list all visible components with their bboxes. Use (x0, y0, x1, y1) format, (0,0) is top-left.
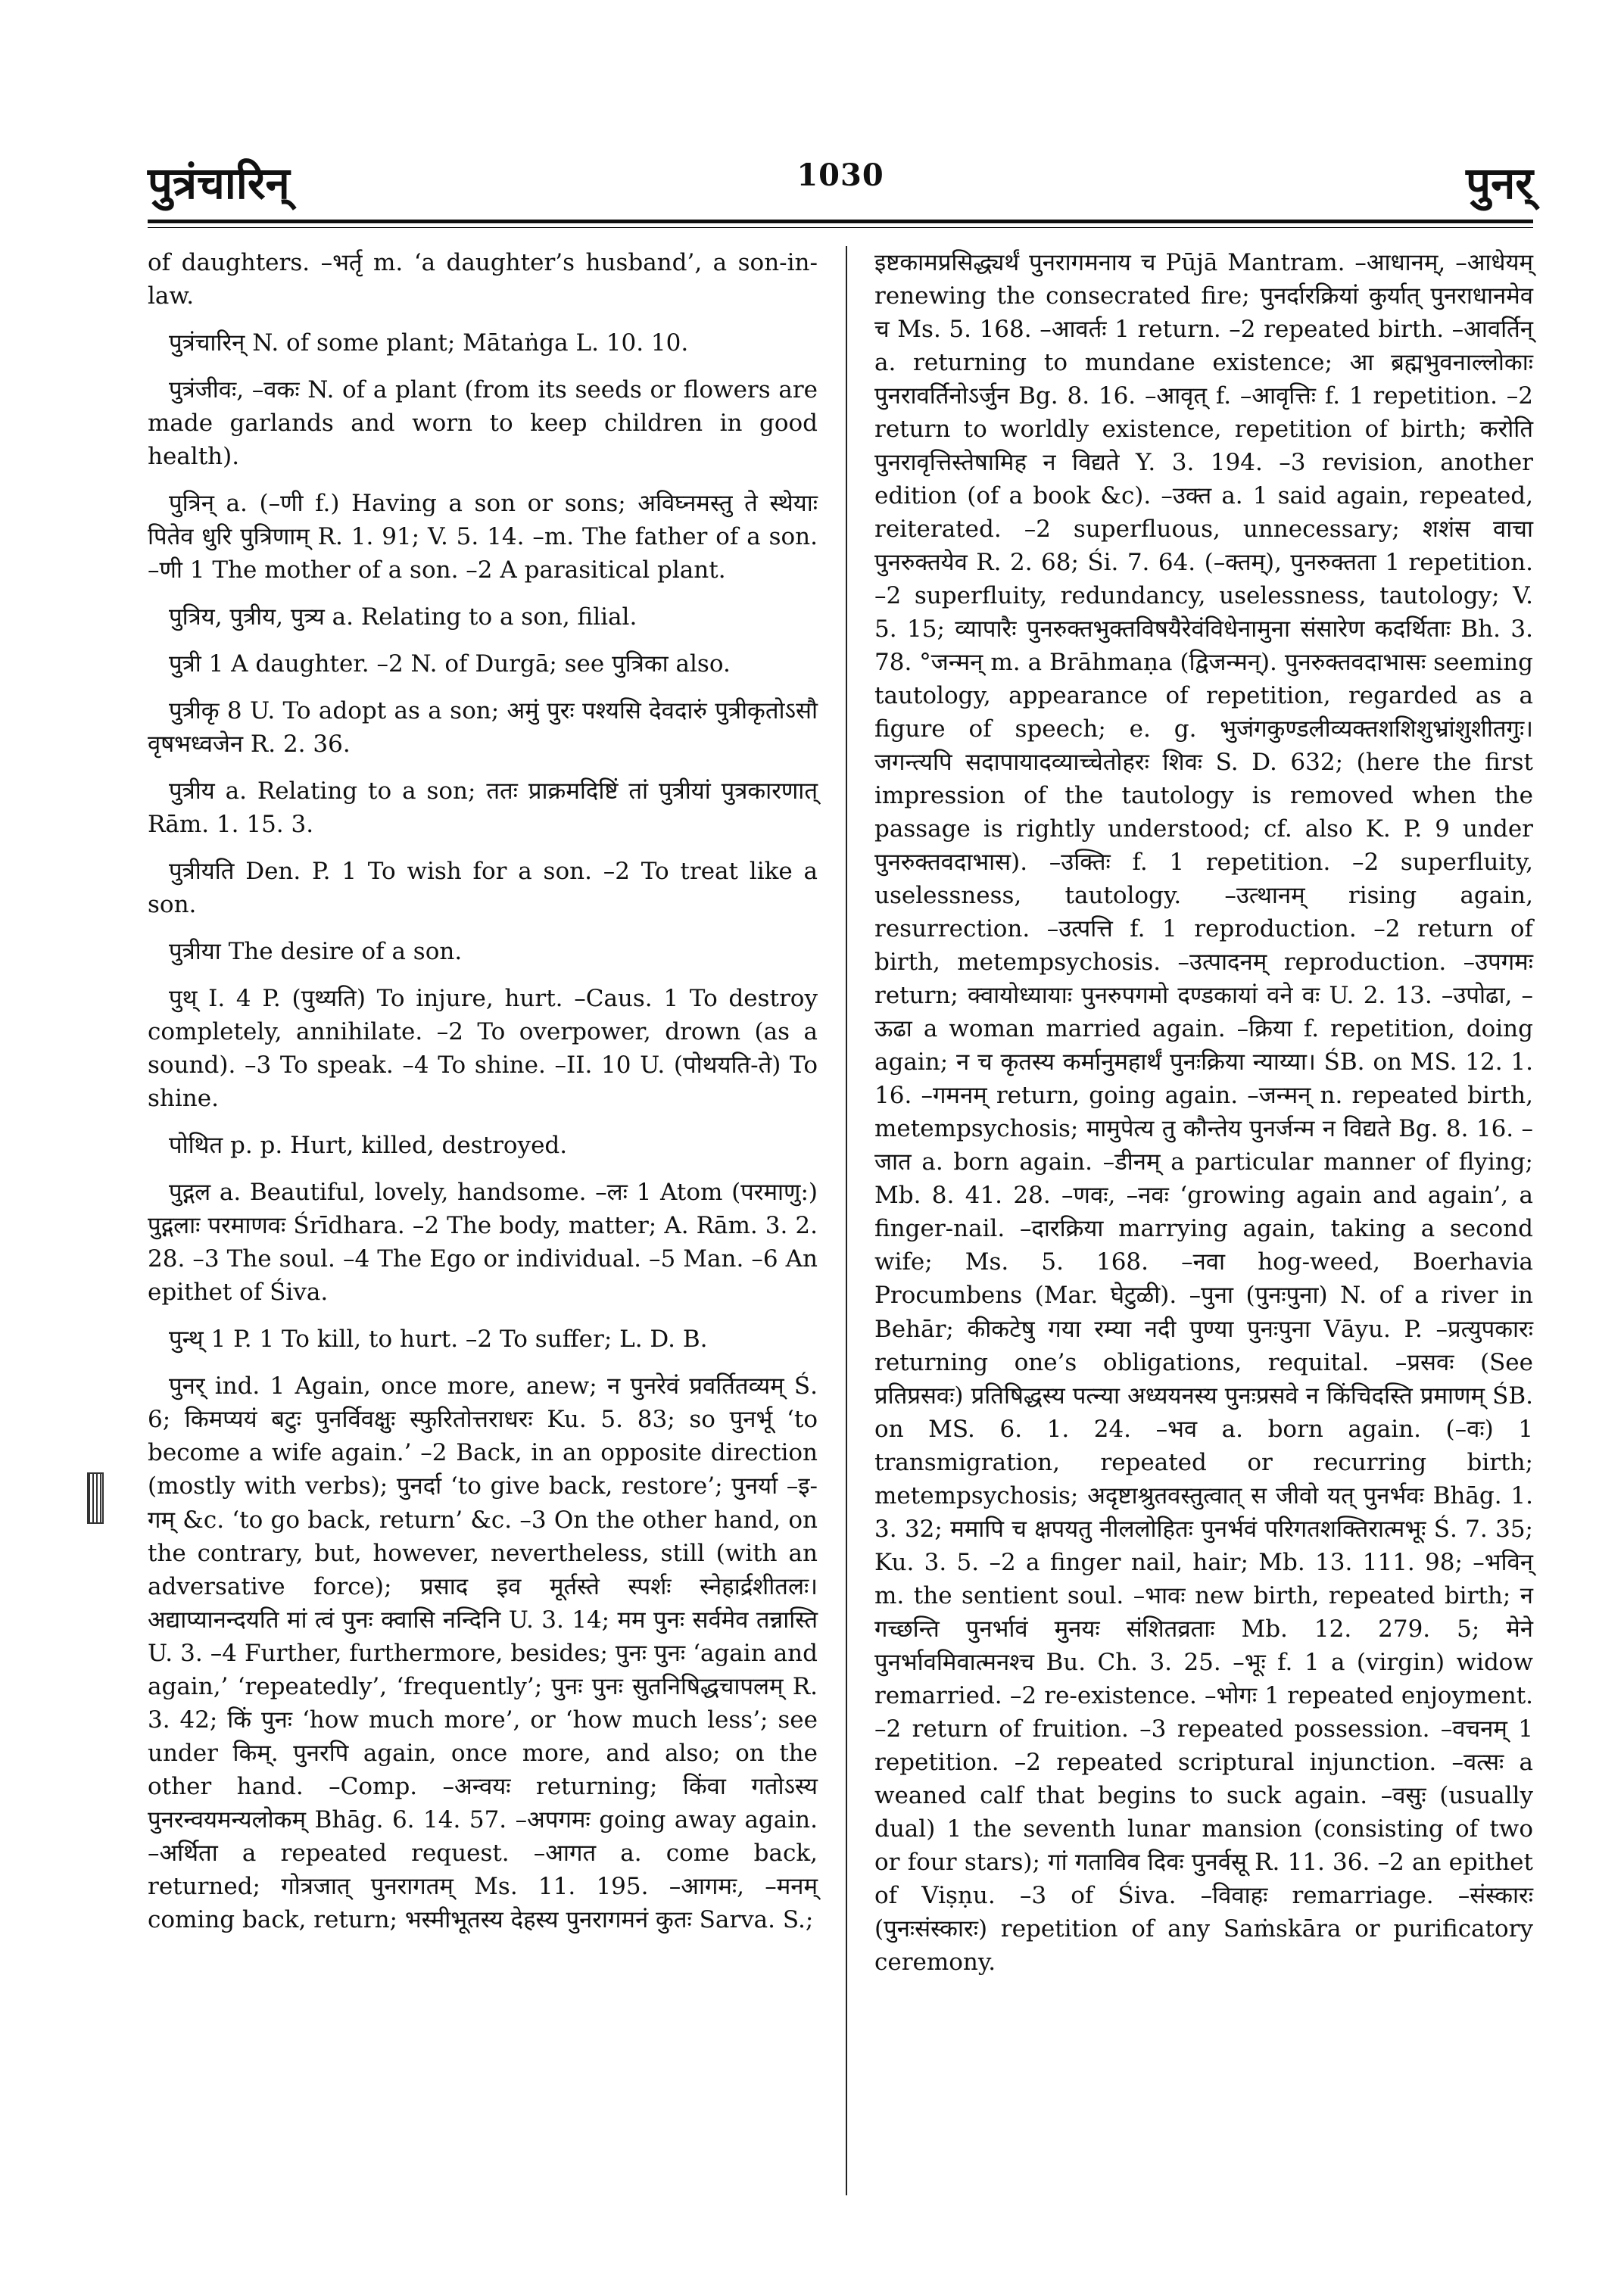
page-number: 1030 (796, 157, 884, 193)
dictionary-entry: पुत्रिय, पुत्रीय, पुत्र्य a. Relating to a son, filial. (169, 603, 637, 631)
running-header (148, 151, 1533, 220)
dictionary-entry: पुत्रीयति Den. P. 1 To wish for a son. –2 To treat like a son. (148, 858, 818, 919)
dictionary-entry: पुद्गल a. Beautiful, lovely, handsome. –लः 1 Atom (परमाणु:) पुद्गलाः परमाणवः Śrīdhara. –2 The body, matter; A. Rām. 3. 2. 28. –3 The soul. –4 The Ego or individual. –5 Man. –6 An epithet of Śiva. (148, 1179, 818, 1307)
dictionary-entry: पुत्रिन् a. (–णी f.) Having a son or sons; अविघ्नमस्तु ते स्थेयाः पितेव धुरि पुत्रिणाम् R. 1. 91; V. 5. 14. –m. The father of a son. –णी 1 The mother of a son. –2 A parasitical plant. (148, 490, 818, 584)
dictionary-entry: इष्टकामप्रसिद्ध्यर्थं पुनरागमनाय च Pūjā Mantram. –आधानम्, –आधेयम् renewing the consecrated fire; पुनर्दारक्रियां कुर्यात् पुनराधानमेव च Ms. 5. 168. –आवर्तः 1 return. –2 repeated birth. –आवर्तिन् a. returning to mundane existence; आ ब्रह्मभुवनाल्लोकाः पुनरावर्तिनोऽर्जुन Bg. 8. 16. –आवृत् f. –आवृत्तिः f. 1 repetition. –2 return to worldly existence, repetition of birth; करोति पुनरावृत्तिस्तेषामिह न विद्यते Y. 3. 194. –3 revision, another edition (of a book &c). –उक्त a. 1 said again, repeated, reiterated. –2 superfluous, unnecessary; शशंस वाचा पुनरुक्तयेव R. 2. 68; Śi. 7. 64. (–क्तम्), पुनरुक्तता 1 repetition. –2 superfluity, redundancy, uselessness, tautology; V. 5. 15; व्यापारैः पुनरुक्तभुक्तविषयैरेवंविधेनामुना संसारेण कदर्थिताः Bh. 3. 78. °जन्मन् m. a Brāhmaṇa (द्विजन्मन्). पुनरुक्तवदाभासः seeming tautology, appearance of repetition, regarded as a figure of speech; e. g. भुजंगकुण्डलीव्यक्तशशिशुभ्रांशुशीतगुः। जगन्त्यपि सदापायादव्याच्चेतोहरः शिवः S. D. 632; (here the first impression of the tautology is removed when the passage is rightly understood; cf. also K. P. 9 under पुनरुक्तवदाभास). –उक्तिः f. 1 repetition. –2 superfluity, uselessness, tautology. –उत्थानम् rising again, resurrection. –उत्पत्ति f. 1 reproduction. –2 return of birth, metempsychosis. –उत्पादनम् reproduction. –उपगमः return; क्वायोध्यायाः पुनरुपगमो दण्डकायां वने वः U. 2. 13. –उपोढा, –ऊढा a woman married again. –क्रिया f. repetition, doing again; न च कृतस्य कर्मानुमहार्थं पुनःक्रिया न्याय्या। ŚB. on MS. 12. 1. 16. –गमनम् return, going again. –जन्मन् n. repeated birth, metempsychosis; मामुपेत्य तु कौन्तेय पुनर्जन्म न विद्यते Bg. 8. 16. –जात a. born again. –डीनम् a particular manner of flying; Mb. 8. 41. 28. –णवः, –नवः ‘growing again and again’, a finger-nail. –दारक्रिया marrying again, taking a second wife; Ms. 5. 168. –नवा hog-weed, Boerhavia Procumbens (Mar. घेटुळी). –पुना (पुनःपुना) N. of a river in Behār; कीकटेषु गया रम्या नदी पुण्या पुनःपुना Vāyu. P. –प्रत्युपकारः returning one’s obligations, requital. –प्रसवः (See प्रतिप्रसवः) प्रतिषिद्धस्य पत्न्या अध्ययनस्य पुनःप्रसवे न किंचिदस्ति प्रमाणम् ŚB. on MS. 6. 1. 24. –भव a. born again. (–वः) 1 transmigration, repeated or recurring birth; metempsychosis; अदृष्टाश्रुतवस्तुत्वात् स जीवो यत् पुनर्भवः Bhāg. 1. 3. 32; ममापि च क्षपयतु नीललोहितः पुनर्भवं परिगतशक्तिरात्मभूः Ś. 7. 35; Ku. 3. 5. –2 a finger nail, hair; Mb. 13. 111. 98; –भविन् m. the sentient soul. –भावः new birth, repeated birth; न गच्छन्ति पुनर्भावं मुनयः संशितव्रताः Mb. 12. 279. 5; मेने पुनर्भावमिवात्मनश्च Bu. Ch. 3. 25. –भूः f. 1 a (virgin) widow remarried. –2 re-existence. –भोगः 1 repeated enjoyment. –2 return of fruition. –3 repeated possession. –वचनम् 1 repetition. –2 repeated scriptural injunction. –वत्सः a weaned calf that begins to suck again. –वसुः (usually dual) 1 the seventh lunar mansion (consisting of two or four stars); गां गताविव दिवः पुनर्वसू R. 11. 36. –2 an epithet of Viṣṇu. –3 of Śiva. –विवाहः remarriage. –संस्कारः (पुनःसंस्कारः) repetition of any Saṁskāra or purificatory ceremony. (874, 249, 1533, 1976)
dictionary-entry: पुत्रीकृ 8 U. To adopt as a son; अमुं पुरः पश्यसि देवदारुं पुत्रीकृतोऽसौ वृषभध्वजेन R. 2. 36. (148, 697, 818, 759)
dictionary-entry: पुनर् ind. 1 Again, once more, anew; न पुनरेवं प्रवर्तितव्यम् Ś. 6; किमप्ययं बटुः पुनर्विवक्षुः स्फुरितोत्तराधरः Ku. 5. 83; so पुनर्भू ‘to become a wife again.’ –2 Back, in an opposite direction (mostly with verbs); पुनर्दा ‘to give back, restore’; पुनर्या –इ-गम् &c. ‘to go back, return’ &c. –3 On the other hand, on the contrary, but, however, nevertheless, still (with an adversative force); प्रसाद इव मूर्तस्ते स्पर्शः स्नेहार्द्रशीतलः। अद्याप्यानन्दयति मां त्वं पुनः क्वासि नन्दिनि U. 3. 14; मम पुनः सर्वमेव तन्नास्ति U. 3. –4 Further, furthermore, besides; पुनः पुनः ‘again and again,’ ‘repeatedly’, ‘frequently’; पुनः पुनः सुतनिषिद्धचापलम् R. 3. 42; किं पुनः ‘how much more’, or ‘how much less’; see under किम्. पुनरपि again, once more, and also; on the other hand. –Comp. –अन्वयः returning; किंवा गतोऽस्य पुनरन्वयमन्यलोकम् Bhāg. 6. 14. 57. –अपगमः going away again. –अर्थिता a repeated request. –आगत a. come back, returned; गोत्रजात् पुनरागतम् Ms. 11. 195. –आगमः, –मनम् coming back, return; भस्मीभूतस्य देहस्य पुनरागमनं कुतः Sarva. S.; (148, 1372, 818, 1933)
dictionary-entry: पोथित p. p. Hurt, killed, destroyed. (169, 1132, 568, 1160)
header-rule (148, 220, 1533, 223)
left-column (148, 246, 818, 1950)
header-right-word: पुनर् (1466, 157, 1533, 209)
dictionary-entry: पुत्रंचारिन् N. of some plant; Mātaṅga L. 10. 10. (169, 329, 689, 357)
column-divider (846, 246, 847, 2195)
header-rule-thin (148, 227, 1533, 228)
dictionary-entry: of daughters. –भर्तृ m. ‘a daughter’s husband’, a son-in-law. (148, 249, 818, 310)
right-column (874, 246, 1533, 1992)
dictionary-entry: पुत्रीया The desire of a son. (169, 938, 463, 966)
dictionary-entry: पुन्थ् 1 P. 1 To kill, to hurt. –2 To suffer; L. D. B. (169, 1326, 708, 1354)
dictionary-entry: पुत्री 1 A daughter. –2 N. of Durgā; see पुत्रिका also. (169, 650, 731, 678)
dictionary-entry: पुथ् I. 4 P. (पुथ्यति) To injure, hurt. –Caus. 1 To destroy completely, annihilate. –2 To overpower, drown (as a sound). –3 To speak. –4 To shine. –II. 10 U. (पोथयति-ते) To shine. (148, 985, 818, 1113)
header-left-word: पुत्रंचारिन् (148, 157, 290, 209)
dictionary-entry: पुत्रंजीवः, –वकः N. of a plant (from its seeds or flowers are made garlands and worn to keep children in good health). (148, 376, 818, 471)
dictionary-entry: पुत्रीय a. Relating to a son; ततः प्राक्रमदिष्टिं तां पुत्रीयां पुत्रकारणात् Rām. 1. 15. 3. (148, 777, 818, 839)
margin-ruler-mark (87, 1472, 104, 1524)
